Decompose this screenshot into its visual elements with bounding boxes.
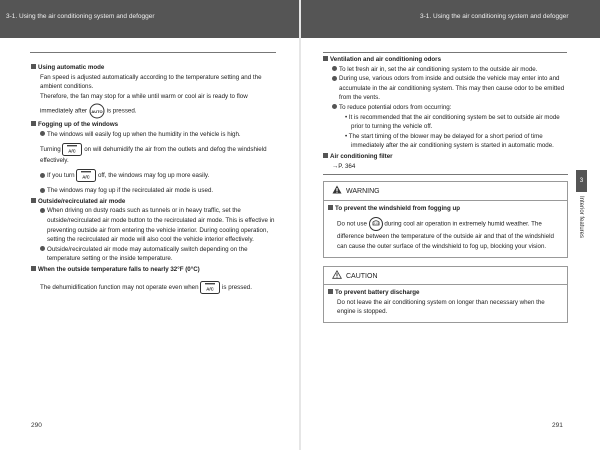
paragraph: The dehumidification function may not operate even when A/C is pressed. bbox=[31, 281, 276, 294]
caution-box bbox=[323, 266, 568, 323]
paragraph: immediately after AUTO is pressed. bbox=[31, 103, 276, 119]
svg-text:AUTO: AUTO bbox=[91, 109, 103, 115]
left-page-number: 290 bbox=[31, 422, 42, 429]
windshield-defroster-icon bbox=[369, 216, 383, 232]
section-heading: When the outside temperature falls to nearly 32°F (0°C) bbox=[31, 265, 276, 275]
section-heading: Fogging up of the windows bbox=[31, 120, 276, 130]
caution-heading: To prevent battery discharge bbox=[328, 288, 561, 298]
right-header-title: 3-1. Using the air conditioning system and defogger bbox=[420, 13, 569, 20]
right-column bbox=[323, 54, 568, 323]
left-column bbox=[31, 62, 276, 294]
left-top-rule bbox=[30, 52, 276, 53]
paragraph: Therefore, the fan may stop for a while until warm or cool air is ready to flow bbox=[40, 92, 248, 100]
section-heading: Ventilation and air conditioning odors bbox=[323, 55, 568, 65]
caution-text: Do not leave the air conditioning system on longer than necessary when the engine is stopped. bbox=[337, 298, 545, 316]
warning-heading: To prevent the windshield from fogging up bbox=[328, 204, 561, 214]
section-heading: Outside/recirculated air mode bbox=[31, 197, 276, 207]
warning-box bbox=[323, 181, 568, 257]
left-header-title: 3-1. Using the air conditioning system and defogger bbox=[6, 13, 155, 20]
bullet-item: Outside/recirculated air mode may automatically switch depending on the temperature setting or the inside temperature. bbox=[31, 245, 276, 264]
bullet-item: During use, various odors from inside and outside the vehicle may enter into and accumulate in the air conditioning system. This may then cause odor to be emitted from the vents. bbox=[323, 74, 568, 103]
ac-button-icon bbox=[200, 281, 220, 294]
warning-text: Do not use during cool air operation in extremely humid weather. The difference between the temperature of the outside air and that of the windshield can cause the outer surface of the windshield to fog up, blocking your vision. bbox=[328, 216, 561, 251]
page-gutter bbox=[299, 0, 301, 450]
chapter-tab: 3 bbox=[576, 170, 587, 192]
right-top-rule bbox=[323, 52, 567, 53]
warning-triangle-icon bbox=[332, 185, 342, 194]
auto-button-icon bbox=[89, 103, 105, 119]
ac-button-icon bbox=[76, 169, 96, 182]
bullet-item: The windows will easily fog up when the humidity in the vehicle is high. bbox=[31, 130, 276, 140]
bullet-item: To reduce potential odors from occurring: bbox=[323, 103, 568, 113]
warning-title-bar: WARNING bbox=[324, 182, 567, 201]
section-heading: Using automatic mode bbox=[31, 63, 276, 73]
ac-button-icon bbox=[62, 143, 82, 156]
section-heading: Air conditioning filter bbox=[323, 152, 568, 162]
page-reference: →P. 364 bbox=[332, 162, 356, 170]
chapter-label: Interior features bbox=[578, 196, 584, 239]
dash-item: • It is recommended that the air conditioning system be set to outside air mode prior to turning the vehicle off. bbox=[345, 113, 560, 131]
divider bbox=[323, 174, 568, 175]
bullet-item: The windows may fog up if the recirculated air mode is used. bbox=[31, 186, 276, 196]
dash-item: • The start timing of the blower may be delayed for a short period of time immediately after the air conditioning system is started in automatic mode. bbox=[345, 132, 554, 150]
paragraph: Fan speed is adjusted automatically according to the temperature setting and the ambient conditions. bbox=[40, 73, 262, 91]
svg-text:A/C: A/C bbox=[206, 286, 215, 292]
bullet-item: To let fresh air in, set the air conditioning system to the outside air mode. bbox=[323, 65, 568, 75]
caution-title-bar: CAUTION bbox=[324, 267, 567, 286]
bullet-item: If you turn A/C off, the windows may fog up more easily. bbox=[31, 169, 276, 182]
bullet-item: When driving on dusty roads such as tunnels or in heavy traffic, set the outside/recirculated air mode button to the recirculated air mode. This is effective in preventing outside air from entering the vehicle interior. During cooling operation, setting the recirculated air mode will also cool the vehicle interior effectively. bbox=[31, 206, 276, 244]
svg-text:A/C: A/C bbox=[68, 148, 77, 154]
right-page-number: 291 bbox=[552, 422, 563, 429]
svg-text:A/C: A/C bbox=[82, 174, 90, 180]
paragraph: Turning A/C on will dehumidify the air from the outlets and defog the windshield effectively. bbox=[31, 143, 276, 166]
caution-triangle-icon bbox=[332, 270, 342, 279]
